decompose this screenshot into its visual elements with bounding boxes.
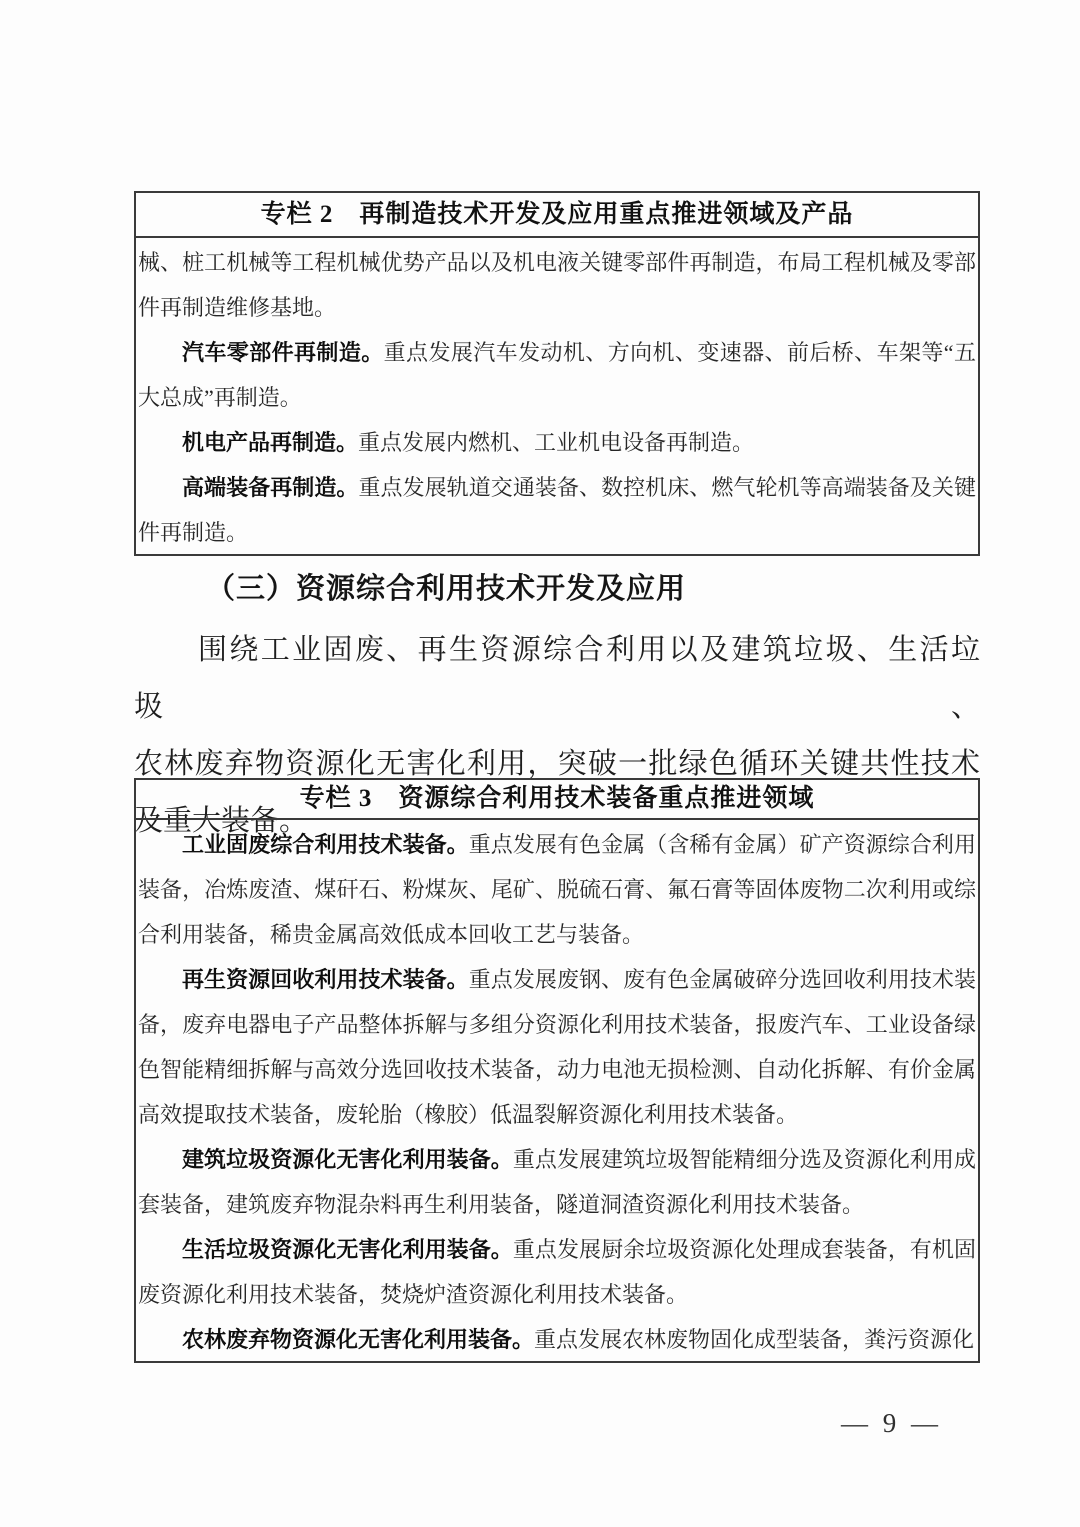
panel-paragraph <box>138 330 976 420</box>
paragraph-text: 重点发展有色金属（含稀有金属）矿产资源综合利用装备，冶炼废渣、煤矸石、粉煤灰、尾矿、脱硫石膏、氟石膏等固体废物二次利用或综合利用装备，稀贵金属高效低成本回收工艺与装备。 <box>138 832 976 947</box>
panel-zhuanlan-2-title: 专栏 2 再制造技术开发及应用重点推进领域及产品 <box>136 193 978 238</box>
paragraph-lead: 农林废弃物资源化无害化利用装备。 <box>182 1327 535 1352</box>
paragraph-text: 重点发展建筑垃圾智能精细分选及资源化利用成套装备，建筑废弃物混杂料再生利用装备，隧道洞渣资源化利用技术装备。 <box>138 1147 976 1217</box>
paragraph-lead: 再生资源回收利用技术装备。 <box>182 967 469 992</box>
paragraph-lead: 建筑垃圾资源化无害化利用装备。 <box>182 1147 513 1172</box>
paragraph-text: 重点发展废钢、废有色金属破碎分选回收利用技术装备，废弃电器电子产品整体拆解与多组分资源化利用技术装备，报废汽车、工业设备绿色智能精细拆解与高效分选回收技术装备，动力电池无损检测、自动化拆解、有价金属高效提取技术装备，废轮胎（橡胶）低温裂解资源化利用技术装备。 <box>138 967 976 1127</box>
page-number: — 9 — <box>841 1408 942 1438</box>
panel-zhuanlan-3-title: 专栏 3 资源综合利用技术装备重点推进领域 <box>136 780 978 820</box>
paragraph-text: 械、桩工机械等工程机械优势产品以及机电液关键零部件再制造，布局工程机械及零部件再制造维修基地。 <box>138 250 976 320</box>
panel-zhuanlan-3 <box>134 778 980 1363</box>
panel-paragraph <box>138 465 976 555</box>
panel-paragraph <box>138 1227 976 1317</box>
paragraph-lead: 生活垃圾资源化无害化利用装备。 <box>182 1237 513 1262</box>
panel-zhuanlan-2-body <box>136 238 978 555</box>
panel-paragraph <box>138 1137 976 1227</box>
paragraph-text: 重点发展厨余垃圾资源化处理成套装备，有机固废资源化利用技术装备，焚烧炉渣资源化利用技术装备。 <box>138 1237 976 1307</box>
paragraph-lead: 高端装备再制造。 <box>182 475 359 500</box>
panel-paragraph <box>138 240 976 330</box>
section-heading: （三）资源综合利用技术开发及应用 <box>206 573 687 605</box>
paragraph-lead: 汽车零部件再制造。 <box>182 340 384 365</box>
intro-line: 围绕工业固废、再生资源综合利用以及建筑垃圾、生活垃圾、 <box>134 634 980 723</box>
paragraph-text: 重点发展内燃机、工业机电设备再制造。 <box>358 430 755 455</box>
paragraph-lead: 机电产品再制造。 <box>182 430 359 455</box>
panel-paragraph <box>138 957 976 1137</box>
panel-paragraph <box>138 1317 976 1362</box>
paragraph-text: 重点发展轨道交通装备、数控机床、燃气轮机等高端装备及关键件再制造。 <box>138 475 976 545</box>
panel-paragraph <box>138 822 976 957</box>
intro-line: 及重大装备。 <box>134 805 309 837</box>
paragraph-lead: 工业固废综合利用技术装备。 <box>182 832 469 857</box>
panel-zhuanlan-3-body <box>136 820 978 1362</box>
panel-zhuanlan-2 <box>134 191 980 556</box>
paragraph-text: 重点发展农林废物固化成型装备，粪污资源化 <box>534 1327 975 1352</box>
paragraph-text: 重点发展汽车发动机、方向机、变速器、前后桥、车架等“五大总成”再制造。 <box>138 340 976 410</box>
panel-paragraph <box>138 420 976 465</box>
intro-line: 农林废弃物资源化无害化利用，突破一批绿色循环关键共性技术 <box>134 748 980 780</box>
